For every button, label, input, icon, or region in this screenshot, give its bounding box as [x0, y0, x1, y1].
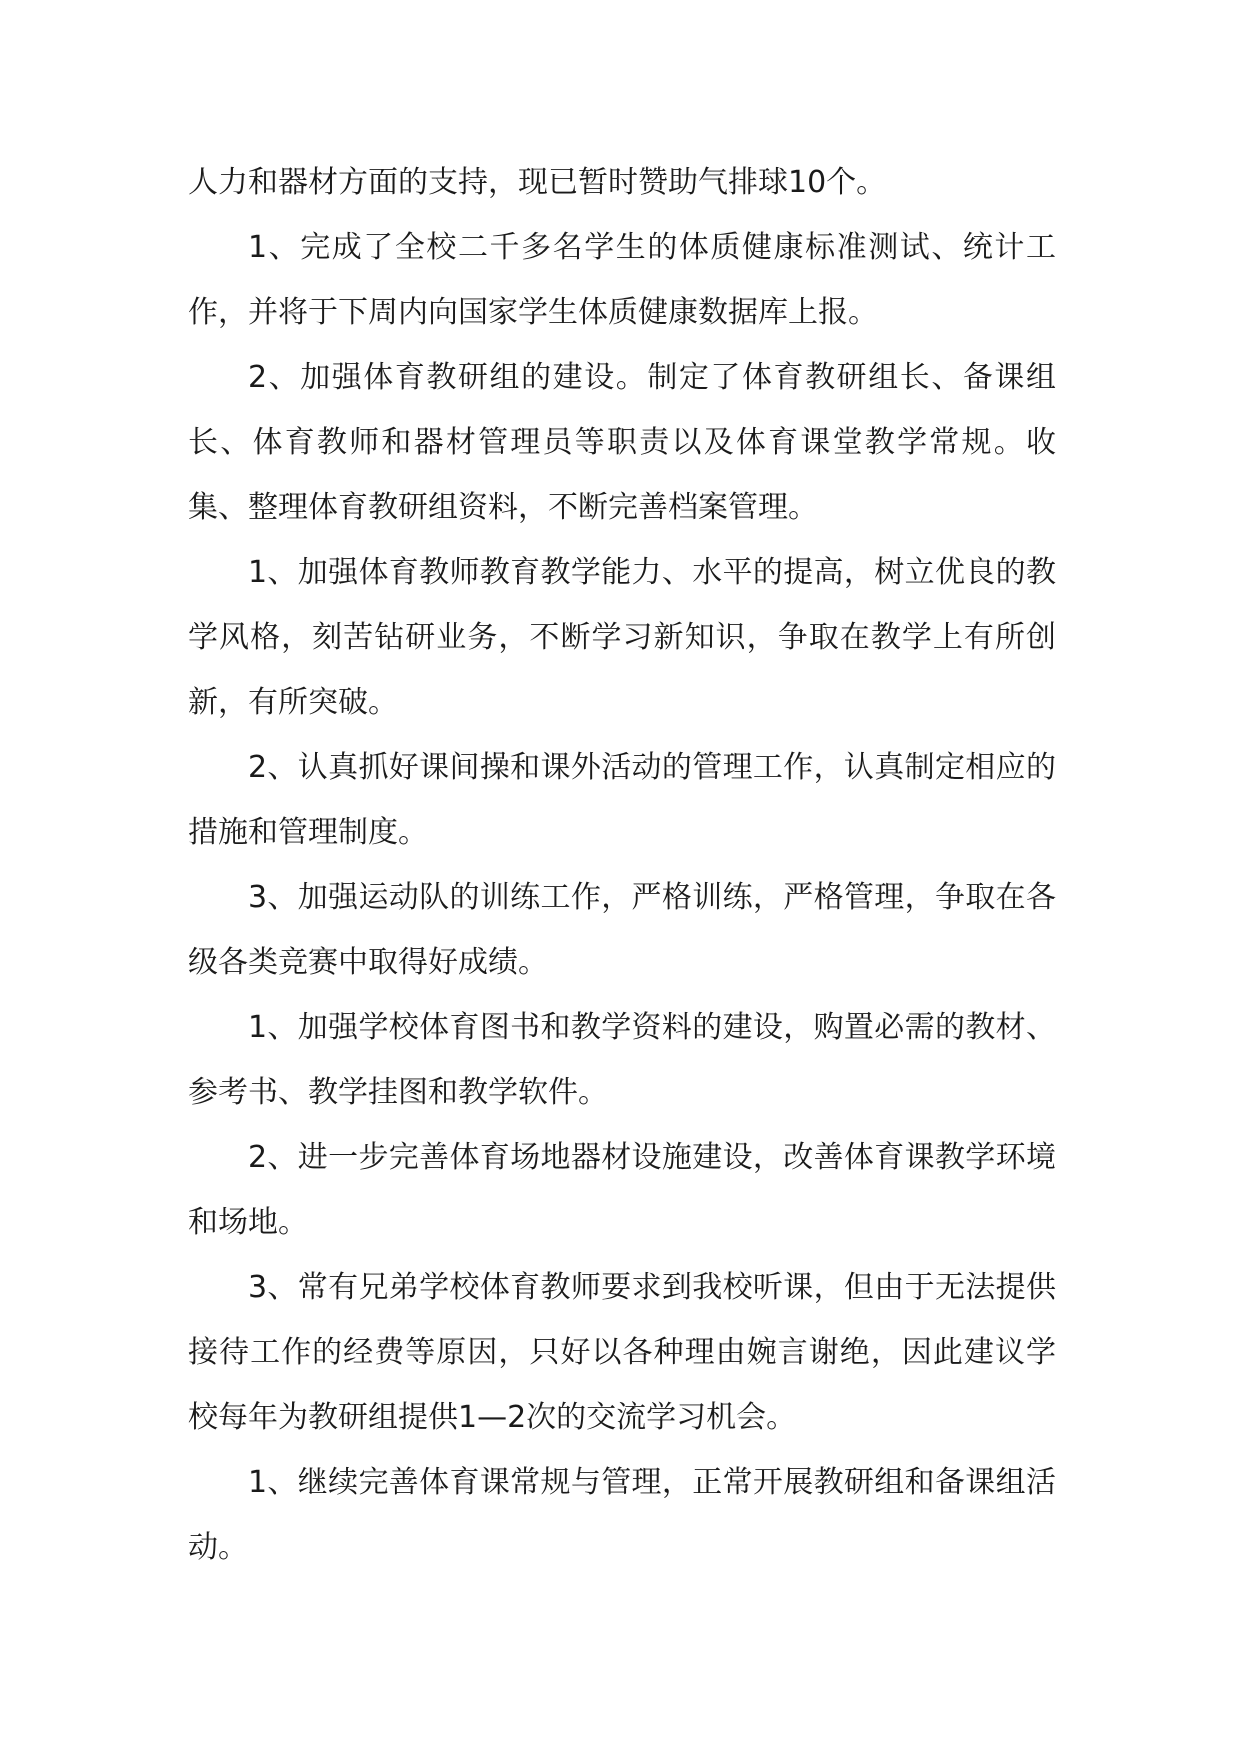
paragraph-5: 2、认真抓好课间操和课外活动的管理工作，认真制定相应的措施和管理制度。	[188, 750, 1056, 850]
paragraph-9: 3、常有兄弟学校体育教师要求到我校听课，但由于无法提供接待工作的经费等原因，只好以各种理由婉言谢绝，因此建议学校每年为教研组提供1—2次的交流学习机会。	[188, 1270, 1056, 1435]
paragraph-6: 3、加强运动队的训练工作，严格训练，严格管理，争取在各级各类竞赛中取得好成绩。	[188, 880, 1056, 980]
document-body	[188, 150, 1056, 1580]
paragraph-7: 1、加强学校体育图书和教学资料的建设，购置必需的教材、参考书、教学挂图和教学软件。	[188, 1010, 1056, 1110]
paragraph-4: 1、加强体育教师教育教学能力、水平的提高，树立优良的教学风格，刻苦钻研业务，不断学习新知识，争取在教学上有所创新，有所突破。	[188, 555, 1056, 720]
paragraph-1: 人力和器材方面的支持，现已暂时赞助气排球10个。	[188, 165, 887, 200]
paragraph-2: 1、完成了全校二千多名学生的体质健康标准测试、统计工作，并将于下周内向国家学生体质健康数据库上报。	[188, 230, 1056, 330]
paragraph-10: 1、继续完善体育课常规与管理，正常开展教研组和备课组活动。	[188, 1465, 1056, 1565]
paragraph-3: 2、加强体育教研组的建设。制定了体育教研组长、备课组长、体育教师和器材管理员等职责以及体育课堂教学常规。收集、整理体育教研组资料，不断完善档案管理。	[188, 360, 1056, 525]
paragraph-8: 2、进一步完善体育场地器材设施建设，改善体育课教学环境和场地。	[188, 1140, 1056, 1240]
